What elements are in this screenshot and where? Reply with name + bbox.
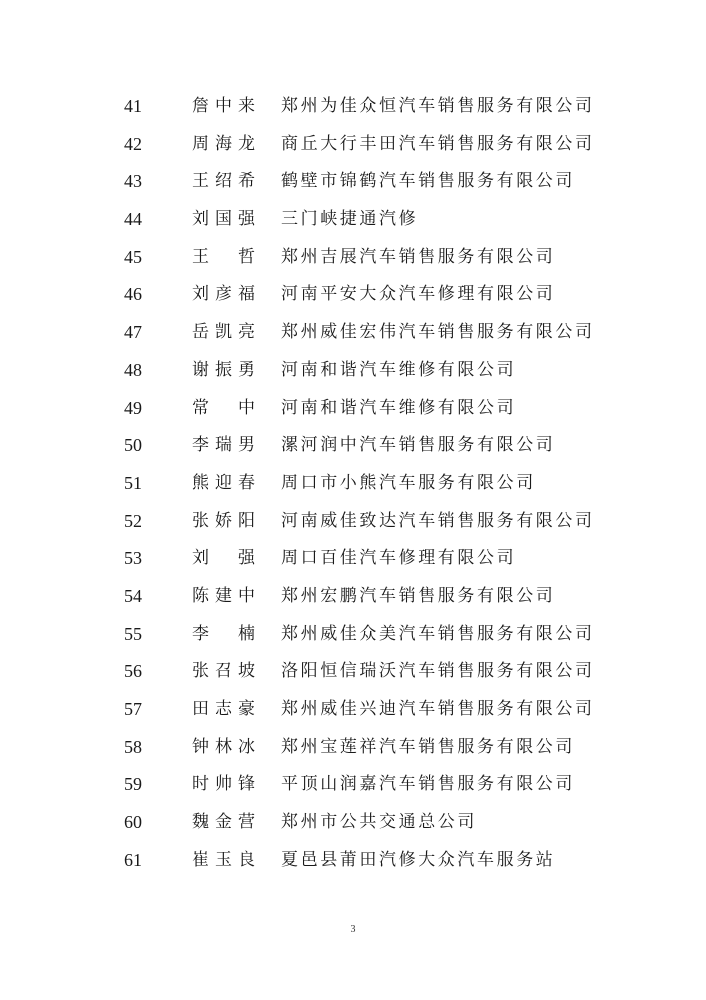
person-name: 李瑞男 bbox=[192, 435, 256, 456]
person-name: 田志豪 bbox=[192, 699, 256, 719]
personnel-list bbox=[0, 88, 706, 879]
company-name: 漯河润中汽车销售服务有限公司 bbox=[281, 435, 556, 456]
row-number: 47 bbox=[124, 322, 142, 343]
list-item bbox=[0, 314, 706, 352]
row-number: 44 bbox=[124, 209, 142, 230]
person-name: 王哲 bbox=[192, 246, 256, 267]
row-number: 57 bbox=[124, 699, 142, 719]
person-name: 李楠 bbox=[192, 623, 256, 644]
list-item bbox=[0, 616, 706, 654]
person-name: 詹中来 bbox=[192, 96, 256, 116]
row-number: 49 bbox=[124, 397, 142, 418]
list-item bbox=[0, 465, 706, 503]
person-name: 魏金营 bbox=[192, 812, 256, 833]
person-name: 谢振勇 bbox=[192, 359, 256, 380]
list-item bbox=[0, 276, 706, 314]
company-name: 周口市小熊汽车服务有限公司 bbox=[281, 472, 536, 493]
list-item bbox=[0, 239, 706, 277]
row-number: 52 bbox=[124, 510, 142, 531]
list-item bbox=[0, 126, 706, 164]
row-number: 60 bbox=[124, 812, 142, 833]
row-number: 61 bbox=[124, 849, 142, 870]
company-name: 商丘大行丰田汽车销售服务有限公司 bbox=[281, 133, 595, 154]
row-number: 53 bbox=[124, 548, 142, 569]
company-name: 郑州威佳众美汽车销售服务有限公司 bbox=[281, 623, 595, 644]
company-name: 洛阳恒信瑞沃汽车销售服务有限公司 bbox=[281, 661, 595, 682]
list-item bbox=[0, 201, 706, 239]
person-name: 张召坡 bbox=[192, 661, 256, 682]
list-item bbox=[0, 352, 706, 390]
person-name: 陈建中 bbox=[192, 585, 256, 606]
list-item bbox=[0, 88, 706, 126]
row-number: 42 bbox=[124, 133, 142, 154]
company-name: 郑州为佳众恒汽车销售服务有限公司 bbox=[281, 96, 595, 116]
list-item bbox=[0, 503, 706, 541]
row-number: 43 bbox=[124, 171, 142, 192]
list-item bbox=[0, 653, 706, 691]
person-name: 刘国强 bbox=[192, 209, 256, 230]
list-item bbox=[0, 578, 706, 616]
company-name: 河南和谐汽车维修有限公司 bbox=[281, 359, 517, 380]
list-item bbox=[0, 691, 706, 729]
person-name: 刘强 bbox=[192, 548, 256, 569]
row-number: 41 bbox=[124, 96, 142, 116]
row-number: 46 bbox=[124, 284, 142, 305]
person-name: 钟林冰 bbox=[192, 736, 256, 757]
company-name: 郑州吉展汽车销售服务有限公司 bbox=[281, 246, 556, 267]
list-item bbox=[0, 540, 706, 578]
person-name: 常中 bbox=[192, 397, 256, 418]
row-number: 50 bbox=[124, 435, 142, 456]
row-number: 45 bbox=[124, 246, 142, 267]
person-name: 岳凯亮 bbox=[192, 322, 256, 343]
row-number: 48 bbox=[124, 359, 142, 380]
person-name: 熊迎春 bbox=[192, 472, 256, 493]
page-number: 3 bbox=[350, 924, 356, 935]
row-number: 59 bbox=[124, 774, 142, 795]
company-name: 河南平安大众汽车修理有限公司 bbox=[281, 284, 556, 305]
person-name: 张娇阳 bbox=[192, 510, 256, 531]
list-item bbox=[0, 427, 706, 465]
person-name: 时帅锋 bbox=[192, 774, 256, 795]
list-item bbox=[0, 390, 706, 428]
person-name: 刘彦福 bbox=[192, 284, 256, 305]
row-number: 56 bbox=[124, 661, 142, 682]
company-name: 郑州宝莲祥汽车销售服务有限公司 bbox=[281, 736, 575, 757]
company-name: 河南威佳致达汽车销售服务有限公司 bbox=[281, 510, 595, 531]
list-item bbox=[0, 842, 706, 880]
company-name: 河南和谐汽车维修有限公司 bbox=[281, 397, 517, 418]
company-name: 鹤壁市锦鹤汽车销售服务有限公司 bbox=[281, 171, 575, 192]
company-name: 周口百佳汽车修理有限公司 bbox=[281, 548, 517, 569]
company-name: 三门峡捷通汽修 bbox=[281, 209, 419, 230]
person-name: 崔玉良 bbox=[192, 849, 256, 870]
row-number: 55 bbox=[124, 623, 142, 644]
list-item bbox=[0, 163, 706, 201]
row-number: 54 bbox=[124, 585, 142, 606]
company-name: 郑州威佳宏伟汽车销售服务有限公司 bbox=[281, 322, 595, 343]
row-number: 51 bbox=[124, 472, 142, 493]
company-name: 郑州威佳兴迪汽车销售服务有限公司 bbox=[281, 699, 595, 719]
list-item bbox=[0, 729, 706, 767]
company-name: 郑州宏鹏汽车销售服务有限公司 bbox=[281, 585, 556, 606]
company-name: 郑州市公共交通总公司 bbox=[281, 812, 477, 833]
person-name: 王绍希 bbox=[192, 171, 256, 192]
company-name: 夏邑县莆田汽修大众汽车服务站 bbox=[281, 849, 556, 870]
list-item bbox=[0, 766, 706, 804]
person-name: 周海龙 bbox=[192, 133, 256, 154]
list-item bbox=[0, 804, 706, 842]
company-name: 平顶山润嘉汽车销售服务有限公司 bbox=[281, 774, 575, 795]
row-number: 58 bbox=[124, 736, 142, 757]
